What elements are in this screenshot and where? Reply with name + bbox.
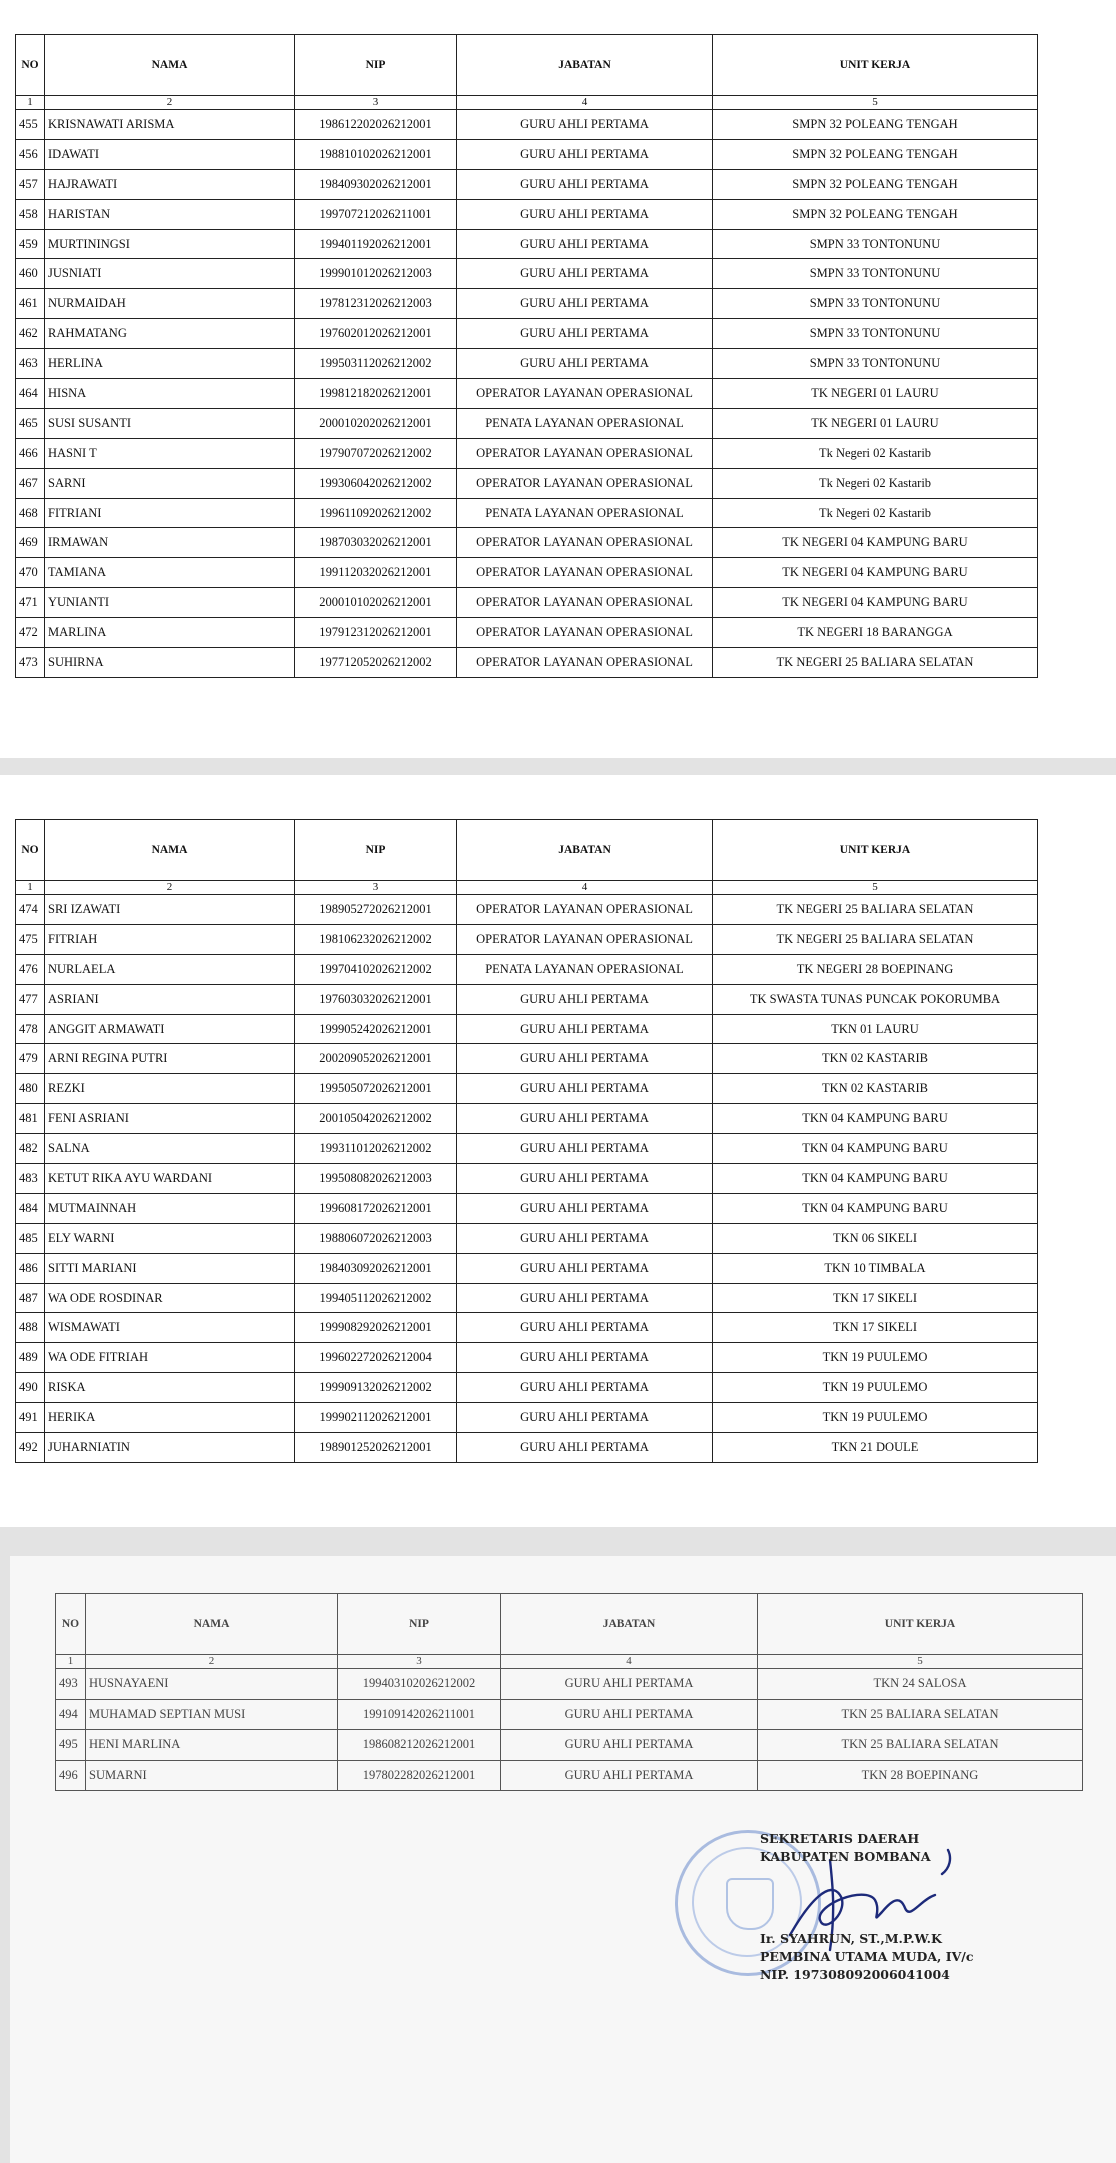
cell-unit-kerja: TKN 04 KAMPUNG BARU [713,1104,1038,1134]
cell-nama: FITRIANI [45,498,295,528]
employee-table-page-1 [15,34,1038,678]
cell-unit-kerja: TKN 06 SIKELI [713,1223,1038,1253]
cell-nama: HENI MARLINA [86,1730,338,1761]
column-number-row [16,96,1038,110]
cell-no: 483 [16,1164,45,1194]
cell-nama: ANGGIT ARMAWATI [45,1014,295,1044]
cell-nama: ELY WARNI [45,1223,295,1253]
cell-jabatan: GURU AHLI PERTAMA [457,229,713,259]
signatory-rank: PEMBINA UTAMA MUDA, IV/c [760,1949,974,1964]
cell-unit-kerja: TKN 19 PUULEMO [713,1403,1038,1433]
cell-no: 485 [16,1223,45,1253]
cell-jabatan: GURU AHLI PERTAMA [457,1044,713,1074]
cell-nip: 199611092026212002 [295,498,457,528]
table-row [16,408,1038,438]
cell-unit-kerja: TKN 02 KASTARIB [713,1044,1038,1074]
table-row [16,954,1038,984]
cell-jabatan: OPERATOR LAYANAN OPERASIONAL [457,618,713,648]
table-row [16,648,1038,678]
header-row [56,1594,1083,1655]
cell-no: 481 [16,1104,45,1134]
cell-unit-kerja: TKN 19 PUULEMO [713,1373,1038,1403]
cell-unit-kerja: TKN 25 BALIARA SELATAN [758,1699,1083,1730]
cell-no: 455 [16,110,45,140]
cell-unit-kerja: TKN 24 SALOSA [758,1669,1083,1700]
cell-nip: 198608212026212001 [338,1730,501,1761]
cell-no: 492 [16,1433,45,1463]
column-number: 2 [86,1655,338,1669]
table-row [16,349,1038,379]
employee-table-page-2 [15,819,1038,1463]
cell-jabatan: GURU AHLI PERTAMA [457,169,713,199]
cell-no: 488 [16,1313,45,1343]
cell-unit-kerja: TK NEGERI 01 LAURU [713,379,1038,409]
cell-unit-kerja: SMPN 32 POLEANG TENGAH [713,169,1038,199]
cell-no: 474 [16,895,45,925]
cell-no: 471 [16,588,45,618]
cell-jabatan: OPERATOR LAYANAN OPERASIONAL [457,438,713,468]
cell-no: 462 [16,319,45,349]
column-header-nama: NAMA [45,35,295,96]
cell-nama: HERIKA [45,1403,295,1433]
cell-nip: 199505072026212001 [295,1074,457,1104]
table-row [16,199,1038,229]
cell-nip: 198810102026212001 [295,139,457,169]
cell-nip: 199909132026212002 [295,1373,457,1403]
cell-no: 466 [16,438,45,468]
cell-jabatan: OPERATOR LAYANAN OPERASIONAL [457,895,713,925]
cell-jabatan: GURU AHLI PERTAMA [457,1074,713,1104]
cell-no: 472 [16,618,45,648]
cell-unit-kerja: SMPN 33 TONTONUNU [713,259,1038,289]
cell-jabatan: GURU AHLI PERTAMA [501,1730,758,1761]
cell-nama: SUHIRNA [45,648,295,678]
column-number: 3 [295,881,457,895]
column-header-unit-kerja: UNIT KERJA [713,820,1038,881]
cell-nama: KETUT RIKA AYU WARDANI [45,1164,295,1194]
cell-unit-kerja: TK NEGERI 01 LAURU [713,408,1038,438]
cell-nip: 198901252026212001 [295,1433,457,1463]
table-row [16,1253,1038,1283]
cell-nama: WA ODE FITRIAH [45,1343,295,1373]
cell-jabatan: GURU AHLI PERTAMA [457,1283,713,1313]
cell-unit-kerja: TK NEGERI 04 KAMPUNG BARU [713,528,1038,558]
table-row [16,438,1038,468]
cell-unit-kerja: TK NEGERI 25 BALIARA SELATAN [713,648,1038,678]
cell-no: 490 [16,1373,45,1403]
cell-jabatan: OPERATOR LAYANAN OPERASIONAL [457,588,713,618]
cell-unit-kerja: TK NEGERI 04 KAMPUNG BARU [713,558,1038,588]
table-row [16,1164,1038,1194]
cell-unit-kerja: SMPN 32 POLEANG TENGAH [713,139,1038,169]
cell-no: 458 [16,199,45,229]
cell-nama: HERLINA [45,349,295,379]
cell-nama: WA ODE ROSDINAR [45,1283,295,1313]
cell-no: 457 [16,169,45,199]
table-row [16,588,1038,618]
table-row [16,259,1038,289]
cell-nip: 197802282026212001 [338,1760,501,1791]
cell-nip: 199109142026211001 [338,1699,501,1730]
cell-no: 491 [16,1403,45,1433]
cell-nip: 199812182026212001 [295,379,457,409]
cell-nama: JUHARNIATIN [45,1433,295,1463]
table-row [16,1044,1038,1074]
cell-nama: SARNI [45,468,295,498]
cell-jabatan: GURU AHLI PERTAMA [457,1193,713,1223]
cell-unit-kerja: TKN 28 BOEPINANG [758,1760,1083,1791]
column-header-unit-kerja: UNIT KERJA [758,1594,1083,1655]
column-number: 1 [56,1655,86,1669]
cell-jabatan: OPERATOR LAYANAN OPERASIONAL [457,558,713,588]
table-row [16,1403,1038,1433]
cell-nip: 199901012026212003 [295,259,457,289]
cell-nip: 199908292026212001 [295,1313,457,1343]
cell-nip: 197812312026212003 [295,289,457,319]
table-row [56,1760,1083,1791]
cell-unit-kerja: TKN 10 TIMBALA [713,1253,1038,1283]
cell-nama: KRISNAWATI ARISMA [45,110,295,140]
cell-unit-kerja: TKN 04 KAMPUNG BARU [713,1164,1038,1194]
cell-nip: 199902112026212001 [295,1403,457,1433]
column-number: 2 [45,881,295,895]
table-row [16,379,1038,409]
cell-jabatan: GURU AHLI PERTAMA [457,1223,713,1253]
cell-nama: SRI IZAWATI [45,895,295,925]
cell-nama: HUSNAYAENI [86,1669,338,1700]
cell-nama: TAMIANA [45,558,295,588]
table-row [16,498,1038,528]
cell-jabatan: PENATA LAYANAN OPERASIONAL [457,498,713,528]
table-row [56,1699,1083,1730]
cell-nip: 198612202026212001 [295,110,457,140]
table-row [16,528,1038,558]
cell-nama: IRMAWAN [45,528,295,558]
cell-no: 487 [16,1283,45,1313]
table-row [16,1104,1038,1134]
column-number: 3 [295,96,457,110]
column-number-row [16,881,1038,895]
cell-nip: 199704102026212002 [295,954,457,984]
cell-nama: WISMAWATI [45,1313,295,1343]
cell-no: 489 [16,1343,45,1373]
cell-nama: SALNA [45,1134,295,1164]
cell-jabatan: GURU AHLI PERTAMA [457,1433,713,1463]
cell-nama: FENI ASRIANI [45,1104,295,1134]
cell-jabatan: GURU AHLI PERTAMA [457,984,713,1014]
cell-unit-kerja: TKN 04 KAMPUNG BARU [713,1193,1038,1223]
table-row [16,1014,1038,1044]
column-header-no: NO [16,820,45,881]
cell-nip: 200010202026212001 [295,408,457,438]
table-row [16,1074,1038,1104]
cell-no: 496 [56,1760,86,1791]
column-number: 1 [16,881,45,895]
cell-no: 456 [16,139,45,169]
employee-table-page-3 [55,1593,1083,1791]
column-header-nip: NIP [338,1594,501,1655]
cell-unit-kerja: SMPN 33 TONTONUNU [713,349,1038,379]
cell-no: 479 [16,1044,45,1074]
table-row [16,110,1038,140]
column-header-jabatan: JABATAN [457,35,713,96]
cell-nip: 197912312026212001 [295,618,457,648]
table-row [16,924,1038,954]
cell-nip: 198905272026212001 [295,895,457,925]
cell-nip: 199608172026212001 [295,1193,457,1223]
cell-nip: 199401192026212001 [295,229,457,259]
table-row [16,984,1038,1014]
cell-nama: RAHMATANG [45,319,295,349]
cell-jabatan: GURU AHLI PERTAMA [457,1313,713,1343]
cell-unit-kerja: TK NEGERI 25 BALIARA SELATAN [713,924,1038,954]
cell-jabatan: OPERATOR LAYANAN OPERASIONAL [457,648,713,678]
column-number: 3 [338,1655,501,1669]
column-number: 2 [45,96,295,110]
cell-jabatan: GURU AHLI PERTAMA [457,259,713,289]
cell-jabatan: GURU AHLI PERTAMA [501,1760,758,1791]
column-header-nama: NAMA [45,820,295,881]
cell-nama: HAJRAWATI [45,169,295,199]
cell-jabatan: OPERATOR LAYANAN OPERASIONAL [457,528,713,558]
cell-unit-kerja: TK SWASTA TUNAS PUNCAK POKORUMBA [713,984,1038,1014]
cell-nama: HISNA [45,379,295,409]
cell-jabatan: OPERATOR LAYANAN OPERASIONAL [457,924,713,954]
cell-unit-kerja: SMPN 33 TONTONUNU [713,229,1038,259]
cell-no: 460 [16,259,45,289]
table-row [16,895,1038,925]
cell-no: 464 [16,379,45,409]
table-row [16,289,1038,319]
cell-unit-kerja: TKN 01 LAURU [713,1014,1038,1044]
cell-no: 486 [16,1253,45,1283]
cell-unit-kerja: SMPN 32 POLEANG TENGAH [713,110,1038,140]
signatory-title-line2: KABUPATEN BOMBANA [760,1849,931,1864]
cell-nip: 199403102026212002 [338,1669,501,1700]
table-row [56,1730,1083,1761]
signatory-nip: NIP. 197308092006041004 [760,1967,950,1982]
cell-nip: 197907072026212002 [295,438,457,468]
table-row [16,1433,1038,1463]
cell-unit-kerja: TK NEGERI 18 BARANGGA [713,618,1038,648]
column-number: 4 [457,881,713,895]
cell-jabatan: GURU AHLI PERTAMA [457,199,713,229]
cell-nip: 199707212026211001 [295,199,457,229]
signatory-title-line1: SEKRETARIS DAERAH [760,1831,920,1846]
column-header-nip: NIP [295,820,457,881]
cell-unit-kerja: Tk Negeri 02 Kastarib [713,438,1038,468]
cell-nama: RISKA [45,1373,295,1403]
table-row [16,1313,1038,1343]
cell-jabatan: GURU AHLI PERTAMA [457,1343,713,1373]
cell-nama: MUHAMAD SEPTIAN MUSI [86,1699,338,1730]
cell-jabatan: GURU AHLI PERTAMA [457,1373,713,1403]
column-number: 4 [501,1655,758,1669]
cell-no: 475 [16,924,45,954]
cell-jabatan: OPERATOR LAYANAN OPERASIONAL [457,379,713,409]
cell-no: 473 [16,648,45,678]
cell-nip: 197603032026212001 [295,984,457,1014]
cell-nip: 199508082026212003 [295,1164,457,1194]
cell-unit-kerja: SMPN 32 POLEANG TENGAH [713,199,1038,229]
cell-nama: MUTMAINNAH [45,1193,295,1223]
cell-nip: 197602012026212001 [295,319,457,349]
signature-block [670,1820,1000,2000]
table-row [16,1223,1038,1253]
cell-no: 493 [56,1669,86,1700]
cell-nip: 197712052026212002 [295,648,457,678]
cell-unit-kerja: TKN 02 KASTARIB [713,1074,1038,1104]
cell-unit-kerja: SMPN 33 TONTONUNU [713,289,1038,319]
cell-no: 476 [16,954,45,984]
cell-jabatan: OPERATOR LAYANAN OPERASIONAL [457,468,713,498]
column-number: 1 [16,96,45,110]
column-number-row [56,1655,1083,1669]
column-header-nip: NIP [295,35,457,96]
cell-nama: MURTININGSI [45,229,295,259]
cell-nip: 198806072026212003 [295,1223,457,1253]
column-number: 5 [758,1655,1083,1669]
cell-jabatan: GURU AHLI PERTAMA [457,139,713,169]
cell-no: 465 [16,408,45,438]
cell-nip: 199311012026212002 [295,1134,457,1164]
table-row [56,1669,1083,1700]
signatory-name: Ir. SYAHRUN, ST.,M.P.W.K [760,1931,942,1946]
cell-no: 468 [16,498,45,528]
column-header-unit-kerja: UNIT KERJA [713,35,1038,96]
cell-nama: SUSI SUSANTI [45,408,295,438]
cell-no: 463 [16,349,45,379]
cell-nama: HARISTAN [45,199,295,229]
cell-unit-kerja: Tk Negeri 02 Kastarib [713,468,1038,498]
cell-jabatan: GURU AHLI PERTAMA [501,1669,758,1700]
cell-unit-kerja: TKN 17 SIKELI [713,1283,1038,1313]
cell-no: 482 [16,1134,45,1164]
table-row [16,618,1038,648]
table-row [16,139,1038,169]
cell-nama: NURLAELA [45,954,295,984]
cell-nip: 199602272026212004 [295,1343,457,1373]
cell-nama: SUMARNI [86,1760,338,1791]
cell-no: 484 [16,1193,45,1223]
cell-jabatan: GURU AHLI PERTAMA [457,1134,713,1164]
cell-nama: IDAWATI [45,139,295,169]
cell-nip: 198403092026212001 [295,1253,457,1283]
cell-nama: MARLINA [45,618,295,648]
cell-jabatan: PENATA LAYANAN OPERASIONAL [457,954,713,984]
cell-jabatan: GURU AHLI PERTAMA [501,1699,758,1730]
column-number: 5 [713,96,1038,110]
cell-unit-kerja: TK NEGERI 28 BOEPINANG [713,954,1038,984]
column-number: 4 [457,96,713,110]
cell-jabatan: GURU AHLI PERTAMA [457,1164,713,1194]
cell-jabatan: GURU AHLI PERTAMA [457,1403,713,1433]
cell-unit-kerja: TKN 04 KAMPUNG BARU [713,1134,1038,1164]
column-header-jabatan: JABATAN [457,820,713,881]
cell-no: 480 [16,1074,45,1104]
cell-nip: 198409302026212001 [295,169,457,199]
cell-nip: 200209052026212001 [295,1044,457,1074]
cell-nip: 198106232026212002 [295,924,457,954]
cell-no: 495 [56,1730,86,1761]
table-row [16,319,1038,349]
cell-nama: ARNI REGINA PUTRI [45,1044,295,1074]
column-header-jabatan: JABATAN [501,1594,758,1655]
cell-no: 470 [16,558,45,588]
cell-nip: 200010102026212001 [295,588,457,618]
cell-jabatan: PENATA LAYANAN OPERASIONAL [457,408,713,438]
column-header-no: NO [16,35,45,96]
cell-unit-kerja: TK NEGERI 04 KAMPUNG BARU [713,588,1038,618]
cell-no: 478 [16,1014,45,1044]
cell-no: 469 [16,528,45,558]
column-header-nama: NAMA [86,1594,338,1655]
cell-nip: 199405112026212002 [295,1283,457,1313]
cell-unit-kerja: SMPN 33 TONTONUNU [713,319,1038,349]
header-row [16,35,1038,96]
table-row [16,1373,1038,1403]
cell-unit-kerja: Tk Negeri 02 Kastarib [713,498,1038,528]
cell-unit-kerja: TKN 25 BALIARA SELATAN [758,1730,1083,1761]
table-row [16,468,1038,498]
cell-no: 494 [56,1699,86,1730]
cell-nama: ASRIANI [45,984,295,1014]
table-row [16,1283,1038,1313]
cell-no: 459 [16,229,45,259]
table-row [16,229,1038,259]
cell-unit-kerja: TKN 17 SIKELI [713,1313,1038,1343]
table-row [16,1134,1038,1164]
cell-nip: 199112032026212001 [295,558,457,588]
cell-no: 467 [16,468,45,498]
cell-nip: 199306042026212002 [295,468,457,498]
header-row [16,820,1038,881]
cell-unit-kerja: TKN 21 DOULE [713,1433,1038,1463]
table-row [16,558,1038,588]
cell-nama: REZKI [45,1074,295,1104]
cell-nip: 200105042026212002 [295,1104,457,1134]
cell-jabatan: GURU AHLI PERTAMA [457,289,713,319]
cell-jabatan: GURU AHLI PERTAMA [457,110,713,140]
cell-nama: NURMAIDAH [45,289,295,319]
cell-nip: 199905242026212001 [295,1014,457,1044]
cell-unit-kerja: TKN 19 PUULEMO [713,1343,1038,1373]
cell-jabatan: GURU AHLI PERTAMA [457,1014,713,1044]
table-row [16,169,1038,199]
cell-nip: 198703032026212001 [295,528,457,558]
cell-jabatan: GURU AHLI PERTAMA [457,1104,713,1134]
cell-nama: FITRIAH [45,924,295,954]
table-row [16,1193,1038,1223]
cell-jabatan: GURU AHLI PERTAMA [457,319,713,349]
column-header-no: NO [56,1594,86,1655]
cell-nip: 199503112026212002 [295,349,457,379]
cell-jabatan: GURU AHLI PERTAMA [457,1253,713,1283]
cell-unit-kerja: TK NEGERI 25 BALIARA SELATAN [713,895,1038,925]
table-row [16,1343,1038,1373]
column-number: 5 [713,881,1038,895]
cell-no: 477 [16,984,45,1014]
cell-jabatan: GURU AHLI PERTAMA [457,349,713,379]
cell-nama: HASNI T [45,438,295,468]
cell-nama: YUNIANTI [45,588,295,618]
cell-nama: SITTI MARIANI [45,1253,295,1283]
cell-no: 461 [16,289,45,319]
cell-nama: JUSNIATI [45,259,295,289]
